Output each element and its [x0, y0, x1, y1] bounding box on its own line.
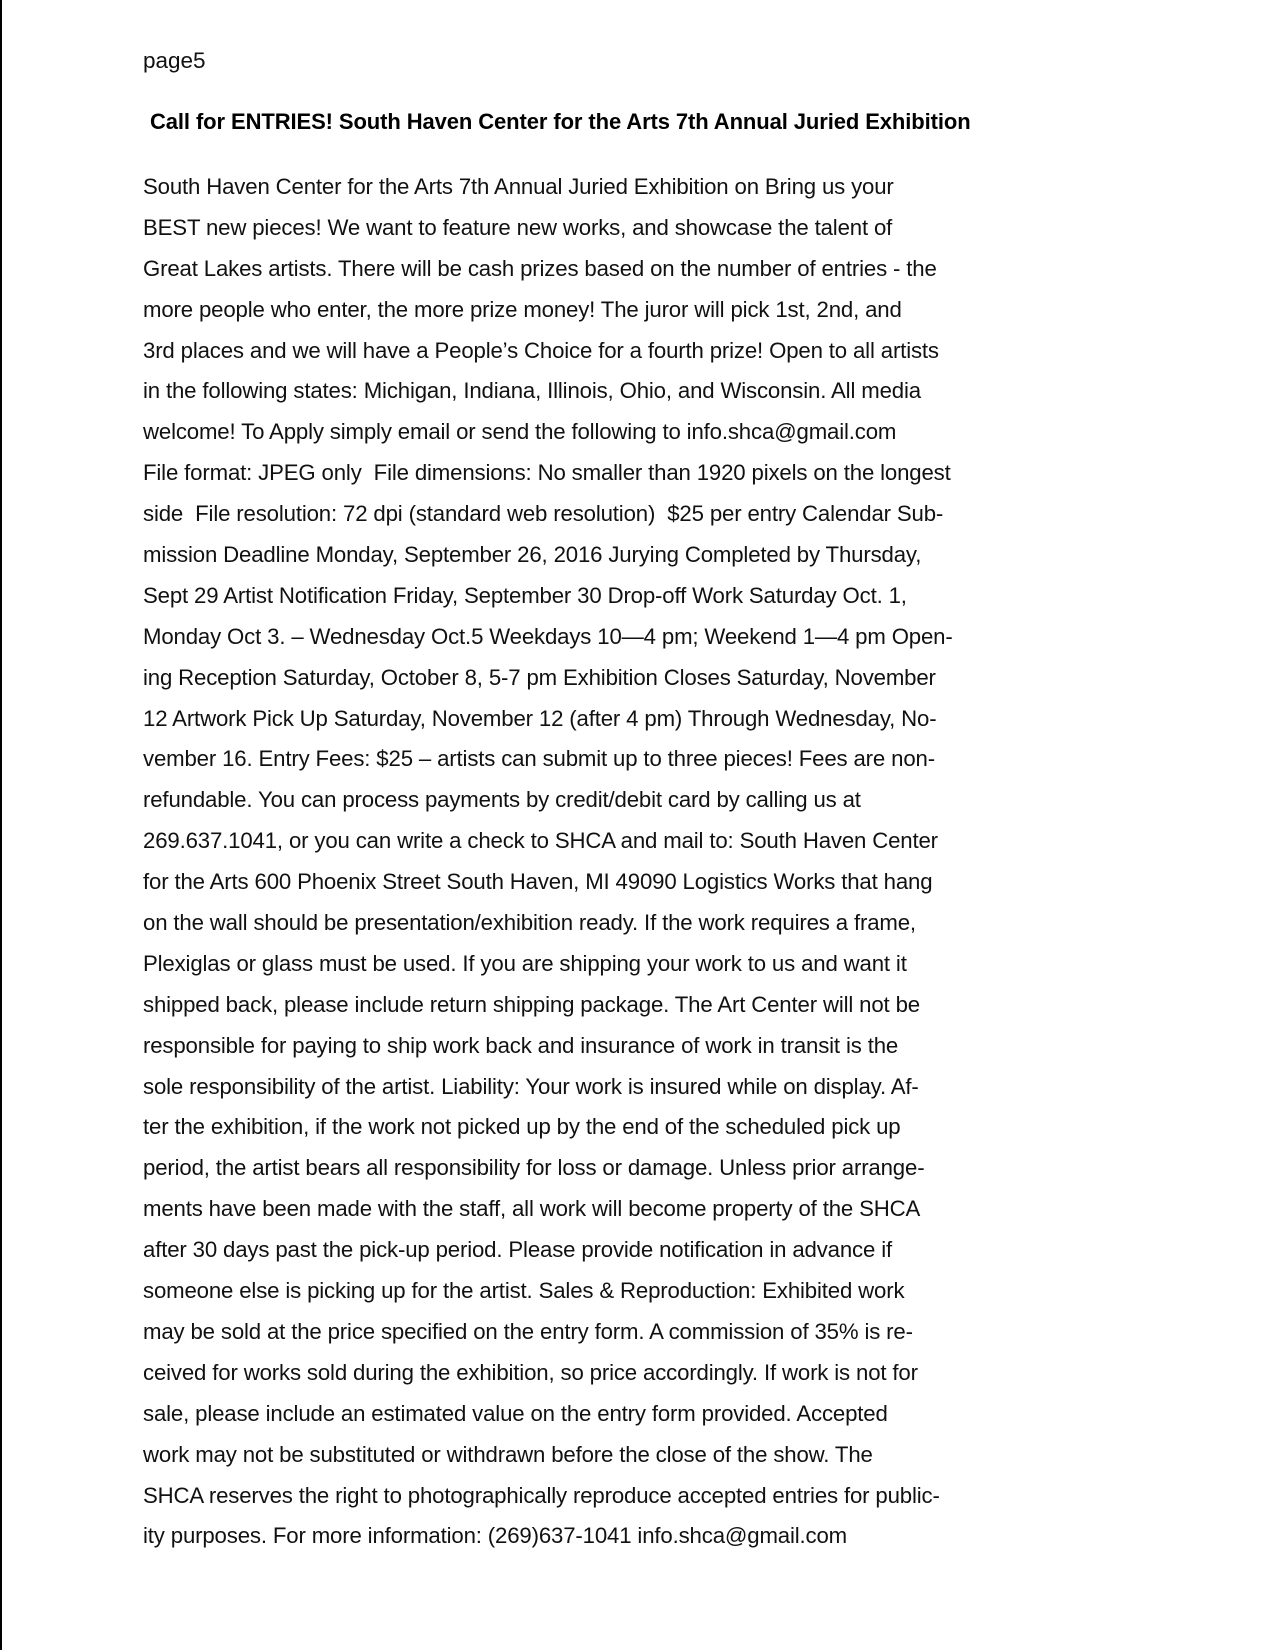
body-line: side File resolution: 72 dpi (standard web resolution) $25 per entry Calendar Sub- — [143, 501, 944, 527]
page-label: page5 — [143, 48, 206, 73]
body-line: Great Lakes artists. There will be cash prizes based on the number of entries - the — [143, 255, 937, 281]
body-line: South Haven Center for the Arts 7th Annual Juried Exhibition on Bring us your — [143, 174, 894, 199]
body-line: welcome! To Apply simply email or send the following to info.shca@gmail.com — [143, 419, 897, 445]
body-line: refundable. You can process payments by credit/debit card by calling us at — [143, 787, 861, 813]
body-line: 3rd places and we will have a People’s Choice for a fourth prize! Open to all artists — [143, 337, 939, 363]
body-line: on the wall should be presentation/exhibition ready. If the work requires a frame, — [143, 910, 916, 936]
body-line: Plexiglas or glass must be used. If you are shipping your work to us and want it — [143, 950, 907, 976]
body-line: ter the exhibition, if the work not picked up by the end of the scheduled pick up — [143, 1114, 901, 1140]
body-line: ity purposes. For more information: (269)637-1041 info.shca@gmail.com — [143, 1523, 848, 1549]
body-line: shipped back, please include return shipping package. The Art Center will not be — [143, 991, 920, 1017]
page-title: Call for ENTRIES! South Haven Center for the Arts 7th Annual Juried Exhibition — [150, 109, 971, 134]
body-line: ceived for works sold during the exhibition, so price accordingly. If work is not for — [143, 1359, 918, 1385]
body-line: for the Arts 600 Phoenix Street South Haven, MI 49090 Logistics Works that hang — [143, 869, 933, 895]
body-line: 269.637.1041, or you can write a check to SHCA and mail to: South Haven Center — [143, 828, 938, 854]
body-line: may be sold at the price specified on the entry form. A commission of 35% is re- — [143, 1318, 913, 1344]
page-left-border — [0, 0, 2, 1650]
body-line: ments have been made with the staff, all work will become property of the SHCA — [143, 1196, 921, 1222]
body-line: more people who enter, the more prize money! The juror will pick 1st, 2nd, and — [143, 296, 902, 322]
body-line: period, the artist bears all responsibility for loss or damage. Unless prior arrange- — [143, 1155, 925, 1181]
body-line: sale, please include an estimated value on the entry form provided. Accepted — [143, 1400, 888, 1426]
body-line: BEST new pieces! We want to feature new works, and showcase the talent of — [143, 214, 893, 240]
body-paragraph — [143, 167, 1123, 1557]
body-line: vember 16. Entry Fees: $25 – artists can submit up to three pieces! Fees are non- — [143, 746, 935, 772]
body-line: in the following states: Michigan, Indiana, Illinois, Ohio, and Wisconsin. All media — [143, 378, 921, 404]
body-line: Monday Oct 3. – Wednesday Oct.5 Weekdays 10—4 pm; Weekend 1—4 pm Open- — [143, 623, 953, 649]
body-line: SHCA reserves the right to photographically reproduce accepted entries for public- — [143, 1482, 940, 1508]
body-line: sole responsibility of the artist. Liability: Your work is insured while on display. Af- — [143, 1073, 919, 1099]
body-line: 12 Artwork Pick Up Saturday, November 12 (after 4 pm) Through Wednesday, No- — [143, 705, 937, 731]
body-line: responsible for paying to ship work back and insurance of work in transit is the — [143, 1032, 899, 1058]
body-line: Sept 29 Artist Notification Friday, September 30 Drop-off Work Saturday Oct. 1, — [143, 582, 907, 608]
body-line: ing Reception Saturday, October 8, 5-7 pm Exhibition Closes Saturday, November — [143, 664, 936, 690]
body-line: someone else is picking up for the artist. Sales & Reproduction: Exhibited work — [143, 1278, 905, 1304]
body-line: File format: JPEG only File dimensions: No smaller than 1920 pixels on the longest — [143, 460, 951, 486]
body-line: after 30 days past the pick-up period. Please provide notification in advance if — [143, 1237, 892, 1263]
body-line: mission Deadline Monday, September 26, 2016 Jurying Completed by Thursday, — [143, 542, 922, 568]
body-line: work may not be substituted or withdrawn before the close of the show. The — [143, 1441, 873, 1467]
